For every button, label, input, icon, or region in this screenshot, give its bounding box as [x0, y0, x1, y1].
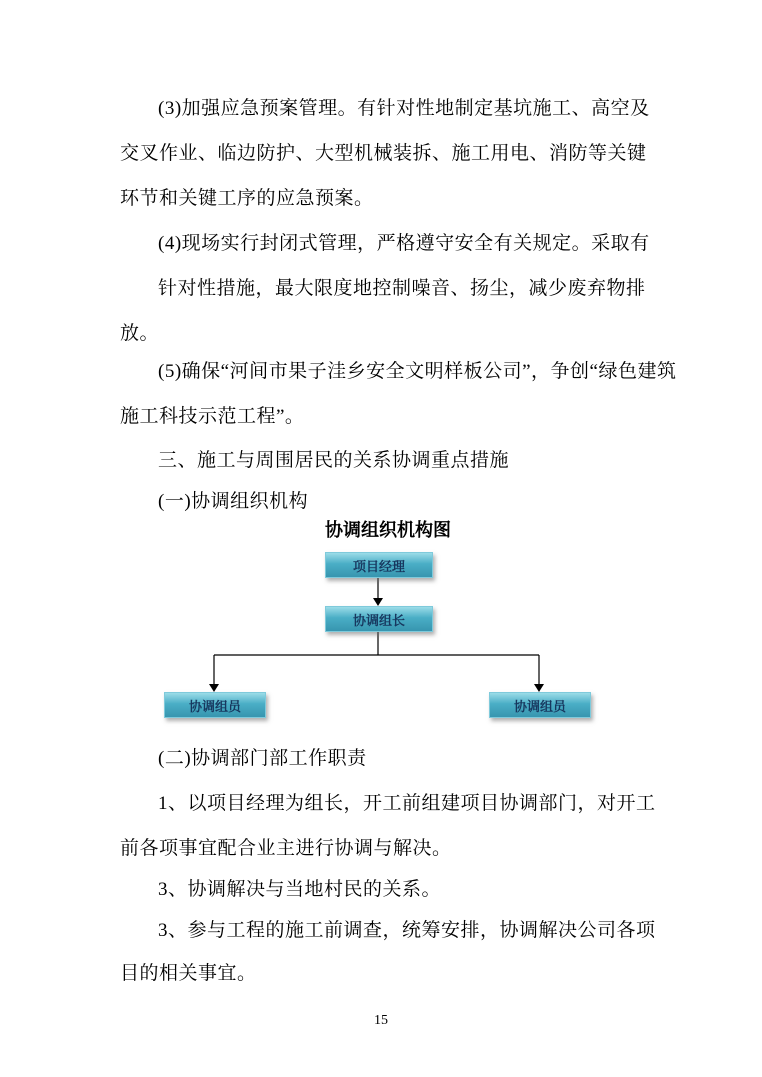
text-line: (3)加强应急预案管理。有针对性地制定基坑施工、高空及: [158, 98, 650, 119]
text-line: (一)协调组织机构: [158, 491, 309, 512]
arrowhead-icon: [209, 684, 219, 692]
org-node-member-left: 协调组员: [164, 692, 266, 718]
text-line: 3、参与工程的施工前调查，统筹安排，协调解决公司各项: [158, 920, 656, 941]
text-line: 三、施工与周围居民的关系协调重点措施: [158, 450, 510, 471]
text-line: 1、以项目经理为组长，开工前组建项目协调部门，对开工: [158, 793, 656, 814]
text-line: 环节和关键工序的应急预案。: [120, 188, 374, 209]
org-node-project-manager: 项目经理: [325, 552, 433, 578]
org-node-member-right: 协调组员: [489, 692, 591, 718]
text-line: 前各项事宜配合业主进行协调与解决。: [120, 838, 452, 859]
text-line: 放。: [120, 323, 160, 344]
org-chart-title: 协调组织机构图: [325, 520, 451, 540]
page-number: 15: [374, 1013, 388, 1028]
arrowhead-icon: [373, 598, 383, 606]
text-line: 施工科技示范工程”。: [120, 406, 305, 427]
text-line: 针对性措施，最大限度地控制噪音、扬尘，减少废弃物排: [158, 278, 646, 299]
text-line: 目的相关事宜。: [120, 963, 257, 984]
text-line: (5)确保“河间市果子洼乡安全文明样板公司”，争创“绿色建筑: [158, 361, 677, 382]
org-node-team-leader: 协调组长: [325, 606, 433, 632]
text-line: (二)协调部门部工作职责: [158, 748, 367, 769]
text-line: (4)现场实行封闭式管理，严格遵守安全有关规定。采取有: [158, 233, 650, 254]
text-line: 3、协调解决与当地村民的关系。: [158, 879, 442, 900]
arrowhead-icon: [534, 684, 544, 692]
text-line: 交叉作业、临边防护、大型机械装拆、施工用电、消防等关键: [120, 143, 647, 164]
